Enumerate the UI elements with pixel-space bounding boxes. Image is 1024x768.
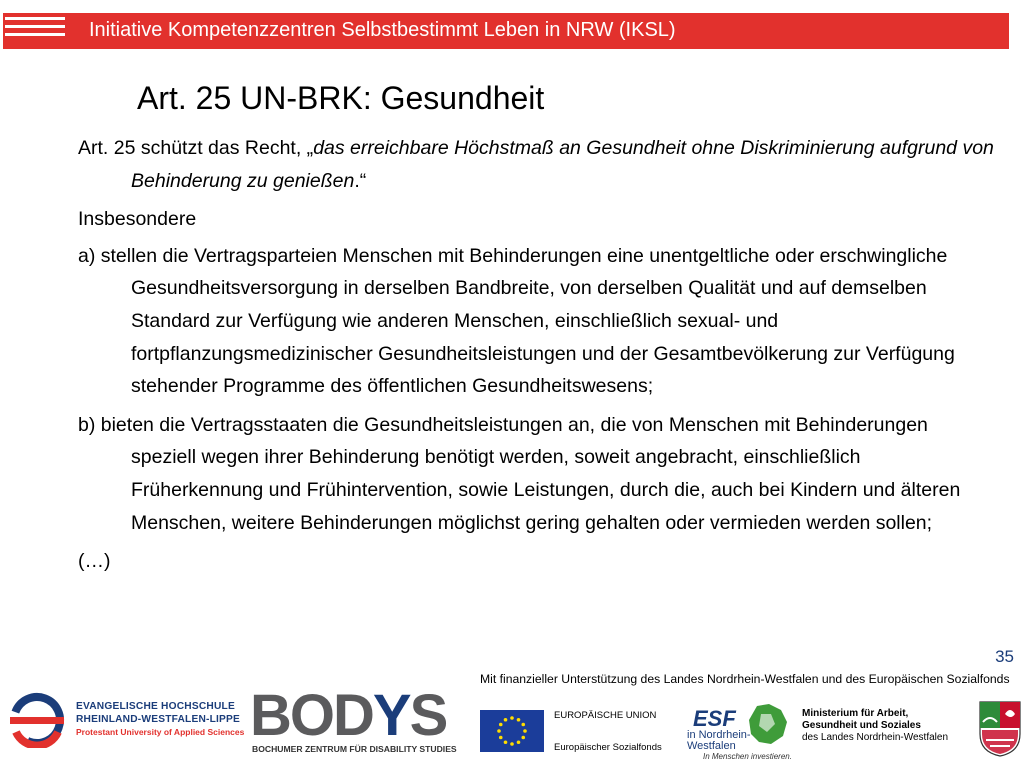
page-number: 35 [995,647,1014,666]
menu-icon [5,17,65,45]
item-a-paragraph: a) stellen die Vertragsparteien Menschen mit Behinderungen eine unentgeltliche oder erschwingliche Gesundheitsversorgung in derselben Bandbreite, von derselben Qualität und auf demselben Standard zur Verfügung wie anderen Menschen, einschließlich sexual- und fortpflanzungsmedizinischer Gesundheitsleistungen und der Gesamtbevölkerung zur Verfügung stehender Programme des öffentlichen Gesundheitswesens; [78,244,955,398]
eu-star-icon [499,723,503,727]
funding-statement: Mit finanzieller Unterstützung des Landes Nordrhein-Westfalen und des Europäischen Sozialfonds [480,672,1010,686]
ministry-label [802,708,972,758]
esf-region-line1: in Nordrhein- [687,729,751,741]
slide-title: Art. 25 UN-BRK: Gesundheit [137,80,545,116]
esf-nrw-logo [683,700,793,764]
esf-slogan: In Menschen investieren. [703,752,792,761]
eu-star-icon [510,742,514,746]
bodys-word-y: Y [372,683,410,748]
nrw-coat-of-arms [978,700,1022,758]
ellipsis-paragraph: (…) [78,550,111,573]
eu-star-icon [499,736,503,740]
ev-line1: EVANGELISCHE HOCHSCHULE [76,701,235,712]
slide-body [78,132,998,584]
bodys-subtitle: BOCHUMER ZENTRUM FÜR DISABILITY STUDIES [252,744,457,754]
ev-line3: Protestant University of Applied Sciences [76,727,245,737]
eu-star-icon [521,736,525,740]
eu-star-icon [497,729,501,733]
ministry-line3: des Landes Nordrhein-Westfalen [802,732,949,743]
eu-star-icon [523,729,527,733]
intro-prefix: Art. 25 schützt das Recht, „ [78,137,314,159]
eu-star-icon [504,718,508,722]
item-b-paragraph: b) bieten die Vertragsstaaten die Gesundheitsleistungen an, die von Menschen mit Behinderungen speziell wegen ihrer Behinderung benötigt werden, soweit angebracht, einschließlich Früherkennung und Frühintervention, sowie Leistungen, durch die, auch bei Kindern und älteren Menschen, weitere Behinderungen möglichst gering gehalten oder vermieden werden sollen; [78,413,961,534]
eu-star-icon [517,740,521,744]
bodys-wordmark [250,682,446,749]
intro-suffix: .“ [354,169,367,192]
eu-star-icon [517,718,521,722]
esf-region-text [687,730,751,752]
ev-hochschule-logo [6,690,245,750]
insbesondere-label: Insbesondere [78,208,197,231]
eu-logo [480,700,670,756]
eu-flag-icon [480,710,544,752]
bodys-logo [250,683,470,760]
intro-quote: das erreichbare Höchstmaß an Gesundheit ohne Diskriminierung aufgrund von Behinderung zu genießen [131,137,994,192]
eu-star-icon [504,740,508,744]
eu-social-fund-label: Europäischer Sozialfonds [554,742,662,753]
ministry-line2: Gesundheit und Soziales [802,720,921,731]
ev-line2: RHEINLAND-WESTFALEN-LIPPE [76,714,241,725]
ministry-line1: Ministerium für Arbeit, [802,708,909,719]
eu-union-label: EUROPÄISCHE UNION [554,710,657,721]
bodys-word-a: BOD [250,683,373,748]
header-title: Initiative Kompetenzzentren Selbstbestimmt Leben in NRW (IKSL) [89,19,676,41]
intro-paragraph [78,132,998,197]
ev-hochschule-mark-icon [6,692,68,748]
eu-star-icon [510,716,514,720]
header-bar [3,13,1009,49]
esf-wordmark: ESF [693,706,736,731]
ev-hochschule-text [76,700,244,739]
eu-star-icon [521,723,525,727]
bodys-word-s: S [409,683,447,748]
esf-region-line2: Westfalen [687,740,736,752]
